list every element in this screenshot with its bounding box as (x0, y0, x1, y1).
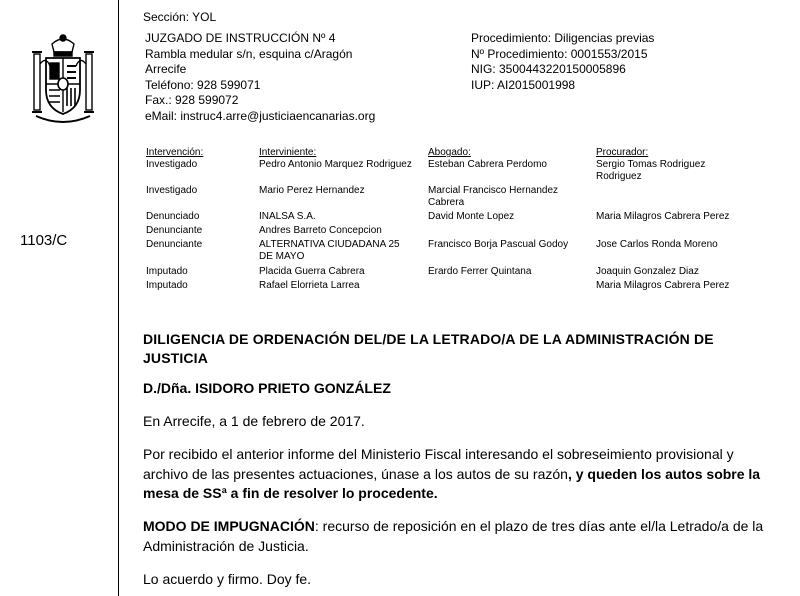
closing-line: Lo acuerdo y firmo. Doy fe. (143, 571, 312, 587)
party-role: Investigado (146, 159, 198, 170)
place-date: En Arrecife, a 1 de febrero de 2017. (143, 413, 365, 429)
party-solicitor: Jose Carlos Ronda Moreno (596, 239, 718, 250)
col-header-procurador: Procurador: (596, 147, 649, 158)
case-info (471, 31, 654, 93)
party-name: Placida Guerra Cabrera (259, 266, 365, 277)
paragraph-resolution (143, 445, 775, 504)
procedure-number: Nº Procedimiento: 0001553/2015 (471, 46, 648, 61)
official-name: D./Dña. ISIDORO PRIETO GONZÁLEZ (143, 380, 391, 396)
party-role: Imputado (146, 280, 188, 291)
document-title: DILIGENCIA DE ORDENACIÓN DEL/DE LA LETRADO/A DE LA ADMINISTRACIÓN DE JUSTICIA (143, 331, 714, 366)
party-name: INALSA S.A. (259, 211, 316, 222)
party-lawyer: Esteban Cabrera Perdomo (428, 159, 547, 170)
col-header-intervencion: Intervención: (146, 147, 204, 158)
court-fax: Fax.: 928 599072 (145, 93, 239, 107)
document-side-code: 1103/C (20, 232, 68, 249)
margin-rule (118, 0, 119, 596)
party-role: Denunciante (146, 239, 203, 250)
court-address: Rambla medular s/n, esquina c/Aragón (145, 46, 353, 61)
iup-number: IUP: AI2015001998 (471, 77, 576, 92)
appeal-heading: MODO DE IMPUGNACIÓN (143, 518, 315, 534)
party-name: Pedro Antonio Marquez Rodriguez (259, 159, 412, 170)
court-info (145, 31, 375, 124)
party-lawyer: Marcial Francisco Hernandez Cabrera (428, 185, 559, 208)
party-lawyer: Francisco Borja Pascual Godoy (428, 239, 569, 250)
party-lawyer: David Monte Lopez (428, 211, 515, 222)
court-name: JUZGADO DE INSTRUCCIÓN Nº 4 (145, 31, 336, 45)
party-solicitor: Maria Milagros Cabrera Perez (596, 280, 730, 291)
court-email: eMail: instruc4.arre@justiciaencanarias.org (145, 108, 376, 123)
paragraph-resolution-text: Por recibido el anterior informe del Ministerio Fiscal interesando el sobreseimiento provisional y archivo de las presentes actuaciones, únase a los autos de su razón (143, 446, 734, 482)
nig-number: NIG: 3500443220150005896 (471, 62, 626, 76)
col-header-abogado: Abogado: (428, 147, 471, 158)
procedure-type: Procedimiento: Diligencias previas (471, 31, 655, 45)
party-name: Mario Perez Hernandez (259, 185, 365, 196)
party-role: Denunciante (146, 225, 203, 236)
paragraph-appeal (143, 517, 775, 556)
court-phone: Teléfono: 928 599071 (145, 77, 261, 92)
col-header-interviniente: Interviniente: (259, 147, 317, 158)
appeal-text: : recurso de reposición en el plazo de tres días ante el/la Letrado/a de la Administración de Justicia. (143, 518, 764, 554)
party-role: Imputado (146, 266, 188, 277)
party-role: Denunciado (146, 211, 200, 222)
party-name: Andres Barreto Concepcion (259, 225, 382, 236)
paragraph-resolution-bold: , y queden los autos sobre la mesa de SSª a fin de resolver lo procedente. (143, 465, 761, 501)
party-name: Rafael Elorrieta Larrea (259, 280, 360, 291)
court-city: Arrecife (145, 62, 187, 76)
party-role: Investigado (146, 185, 198, 196)
spain-coat-of-arms-icon (30, 32, 96, 124)
party-solicitor: Sergio Tomas Rodriguez Rodriguez (596, 159, 706, 182)
party-lawyer: Erardo Ferrer Quintana (428, 266, 532, 277)
party-solicitor: Joaquin Gonzalez Diaz (596, 266, 699, 277)
party-solicitor: Maria Milagros Cabrera Perez (596, 211, 730, 222)
section-label: Sección: YOL (143, 10, 217, 24)
party-name: ALTERNATIVA CIUDADANA 25 DE MAYO (259, 239, 400, 262)
